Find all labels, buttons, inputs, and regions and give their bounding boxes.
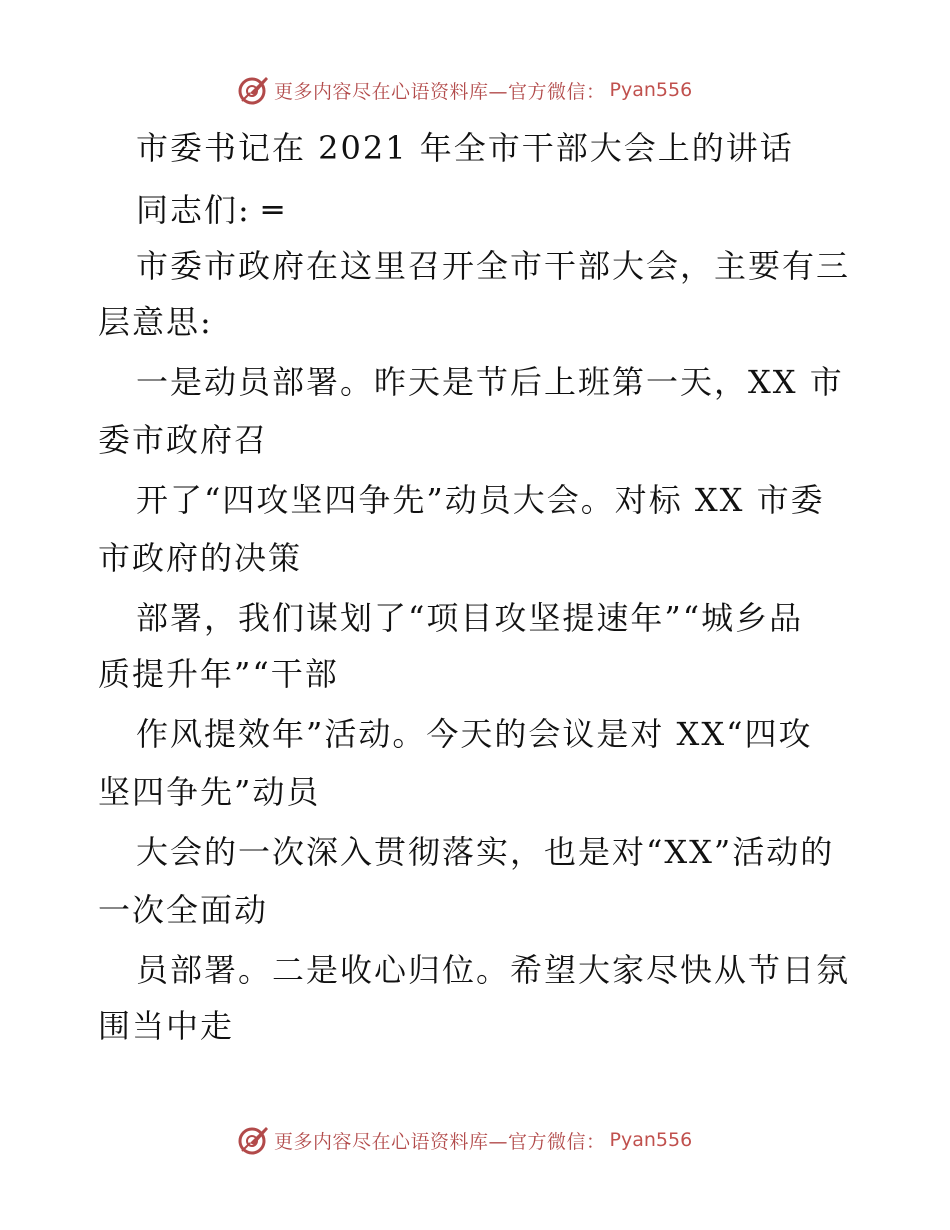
watermark-text: 更多内容尽在心语资料库—官方微信： [274,1130,606,1153]
text-line: 大会的一次深入贯彻落实，也是对“XX”活动的 [136,833,835,871]
quill-logo-icon [236,1123,270,1157]
watermark-account: Pyan556 [609,1129,693,1151]
header-watermark [236,72,692,108]
watermark-text: 更多内容尽在心语资料库—官方微信： [274,80,606,103]
text-line: 一次全面动 [98,891,269,929]
text-line: 市政府的决策 [98,539,303,577]
text-line: 开了“四攻坚四争先”动员大会。对标 XX 市委 [136,481,825,519]
text-line: 作风提效年”活动。今天的会议是对 XX“四攻 [136,715,813,753]
text-line: 层意思: [98,303,213,341]
text-line: 围当中走 [98,1007,235,1045]
watermark-account: Pyan556 [609,79,693,101]
salutation: 同志们: ═ [136,191,285,229]
text-line: 市委市政府在这里召开全市干部大会，主要有三 [136,247,851,285]
speech-title: 市委书记在 2021 年全市干部大会上的讲话 [136,129,794,167]
footer-watermark [236,1122,692,1158]
text-line: 一是动员部署。昨天是节后上班第一天，XX 市 [136,363,844,401]
text-line: 部署，我们谋划了“项目攻坚提速年”“城乡品 [136,599,804,637]
text-line: 员部署。二是收心归位。希望大家尽快从节日氛 [136,951,851,989]
quill-logo-icon [236,73,270,107]
text-line: 质提升年”“干部 [98,655,339,693]
text-line: 委市政府召 [98,421,269,459]
text-line: 坚四争先”动员 [98,773,321,811]
